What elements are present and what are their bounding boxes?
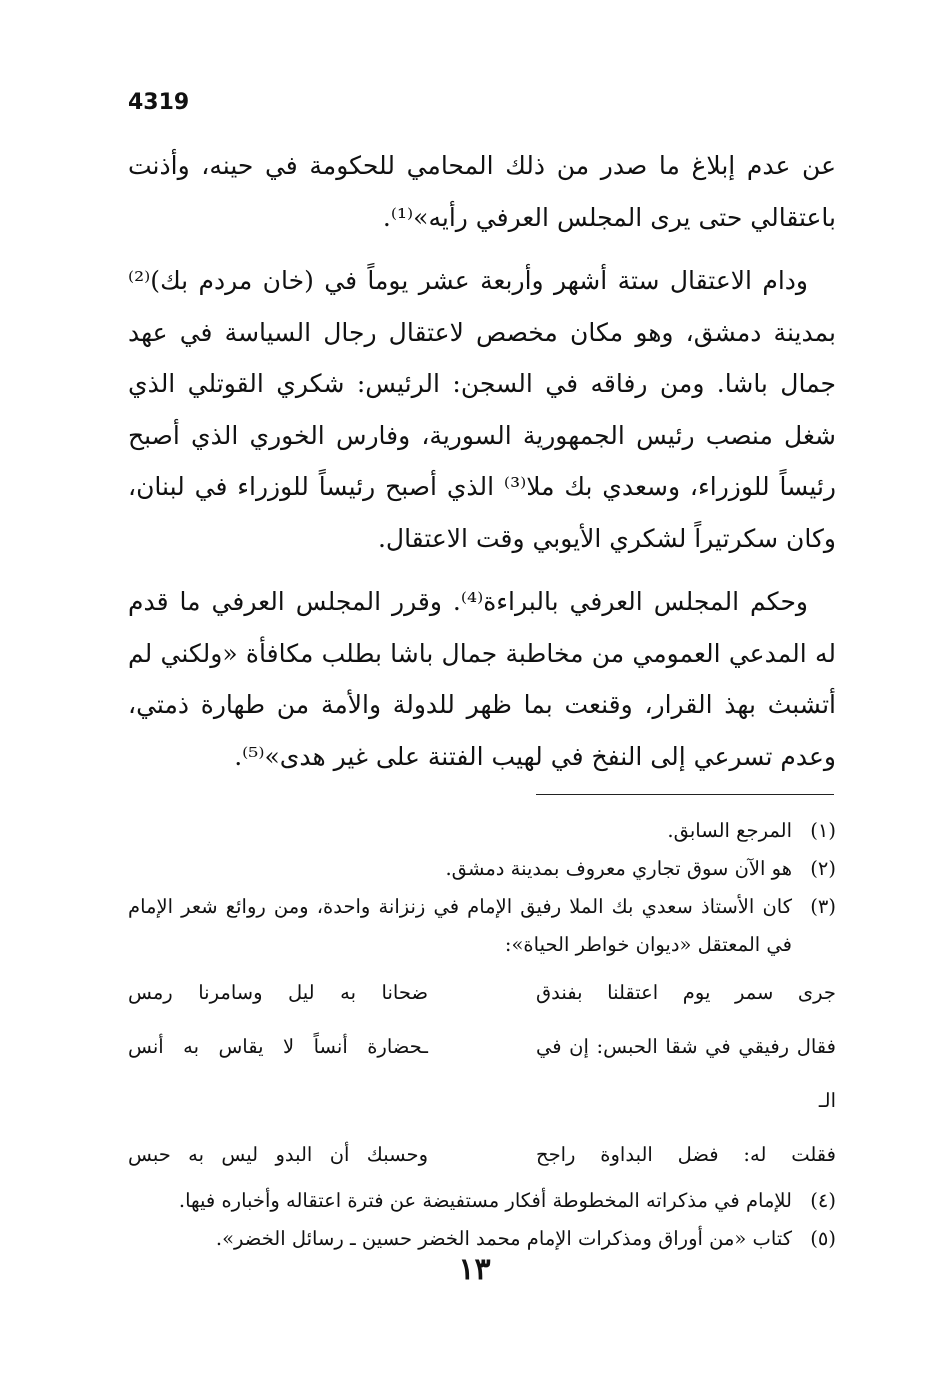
footnote-separator [536, 794, 834, 795]
main-text [128, 140, 836, 794]
footnote-text: هو الآن سوق تجاري معروف بمدينة دمشق. [445, 857, 792, 880]
page-number: ١٣ [458, 1252, 491, 1287]
poem-hemistich: جرى سمر يوم اعتقلنا بفندق [536, 981, 836, 1004]
footnote-number: (٤) [810, 1189, 836, 1212]
footnotes [128, 812, 836, 1258]
poem [128, 966, 836, 1182]
footnote-number: (٥) [810, 1227, 836, 1250]
footnote [128, 850, 836, 888]
footnote-text: كتاب «من أوراق ومذكرات الإمام محمد الخضر حسين ـ رسائل الخضر». [215, 1227, 792, 1250]
footnote-number: (٣) [810, 895, 836, 918]
footnote [128, 888, 836, 964]
paragraph: ودام الاعتقال ستة أشهر وأربعة عشر يوماً في (خان مردم بك)⁽²⁾ بمدينة دمشق، وهو مكان مخصص لاعتقال رجال السياسة في عهد جمال باشا. ومن رفاقه في السجن: الرئيس: شكري القوتلي الذي شغل منصب رئيس الجمهورية السورية، وفارس الخوري الذي أصبح رئيساً للوزراء، وسعدي بك ملا⁽³⁾ الذي أصبح رئيساً للوزراء في لبنان، وكان سكرتيراً لشكري الأيوبي وقت الاعتقال. [128, 266, 836, 553]
poem-verse [128, 966, 836, 1020]
poem-hemistich: وحسبك أن البدو ليس به حبس [128, 1143, 428, 1166]
page-id: 4319 [128, 90, 190, 115]
footnote-text: للإمام في مذكراته المخطوطة أفكار مستفيضة عن فترة اعتقاله وأخباره فيها. [178, 1189, 792, 1212]
poem-hemistich: ـحضارة أنساً لا يقاس به أنس [128, 1035, 428, 1058]
poem-hemistich: فقال رفيقي في شقا الحبس: إن في الـ [536, 1035, 836, 1112]
footnote [128, 812, 836, 850]
poem-hemistich: فقلت له: فضل البداوة راجح [536, 1143, 836, 1166]
footnote-text: المرجع السابق. [667, 819, 792, 842]
footnote-number: (٢) [810, 857, 836, 880]
poem-verse [128, 1020, 836, 1128]
footnote [128, 1182, 836, 1220]
paragraph: وحكم المجلس العرفي بالبراءة⁽⁴⁾. وقرر المجلس العرفي ما قدم له المدعي العمومي من مخاطبة جمال باشا بطلب مكافأة «ولكني لم أتشبث بهذ القرار، وقنعت بما ظهر للدولة والأمة من طهارة ذمتي، وعدم تسرعي إلى النفخ في لهيب الفتنة على غير هدى»⁽⁵⁾. [128, 587, 836, 771]
poem-hemistich: ضحانا به ليل وسامرنا رمس [128, 981, 428, 1004]
poem-verse [128, 1128, 836, 1182]
footnote-number: (١) [810, 819, 836, 842]
footnote-text: كان الأستاذ سعدي بك الملا رفيق الإمام في زنزانة واحدة، ومن روائع شعر الإمام في المعتقل «ديوان خواطر الحياة»: [128, 895, 792, 956]
paragraph: عن عدم إبلاغ ما صدر من ذلك المحامي للحكومة في حينه، وأذنت باعتقالي حتى يرى المجلس العرفي رأيه»⁽¹⁾. [128, 151, 836, 232]
